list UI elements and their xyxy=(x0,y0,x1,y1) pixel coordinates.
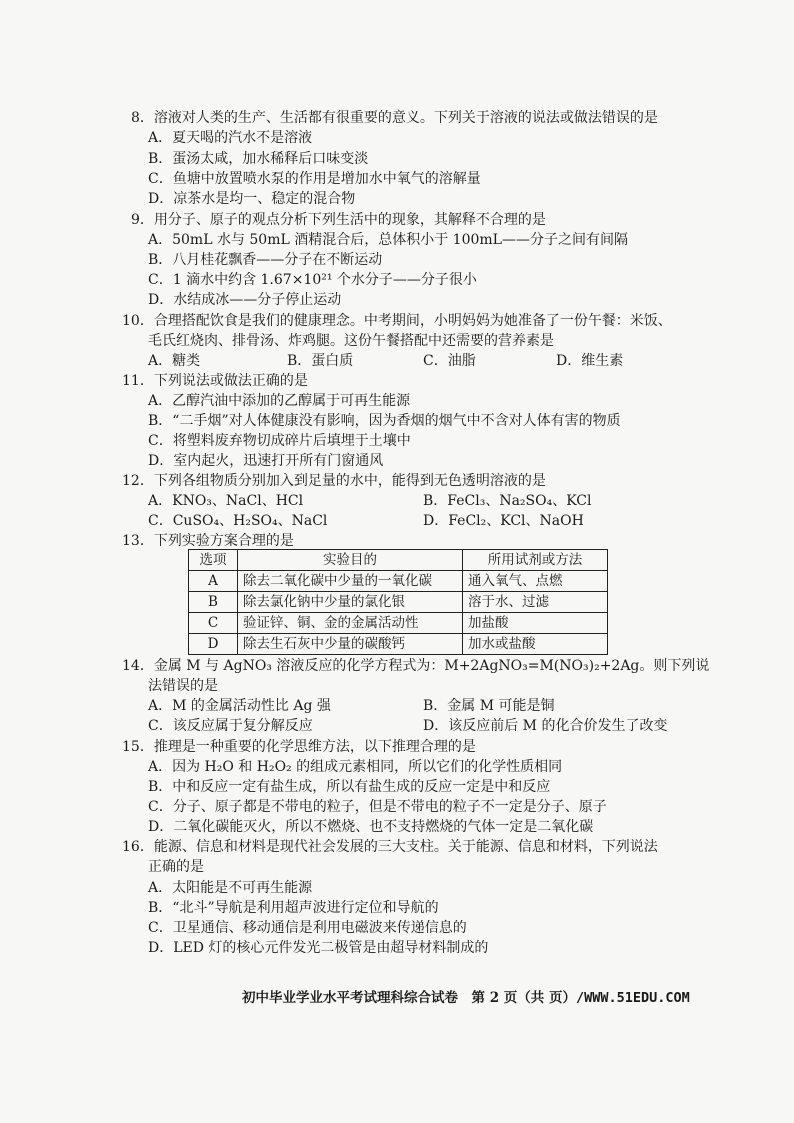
question-14-stem-cont: 法错误的是 xyxy=(148,678,218,694)
table-header-row xyxy=(189,550,608,571)
table-row xyxy=(189,613,608,634)
table-row xyxy=(189,571,608,592)
table-cell: C xyxy=(189,613,238,634)
question-16-option-c: C．卫星通信、移动通信是利用电磁波来传递信息的 xyxy=(148,920,467,936)
question-9-stem: 9．用分子、原子的观点分析下列生活中的现象，其解释不合理的是 xyxy=(131,212,546,228)
table-cell: 溶于水、过滤 xyxy=(463,592,608,613)
question-16-option-b: B．“北斗”导航是利用超声波进行定位和导航的 xyxy=(148,900,439,916)
question-12-option-a: A．KNO₃、NaCl、HCl xyxy=(148,493,304,509)
footer-text: 初中毕业学业水平考试理科综合试卷 第 2 页（共 页） xyxy=(242,990,576,1006)
question-9-option-d: D．水结成冰——分子停止运动 xyxy=(148,292,342,308)
table-cell: 除去氯化钠中少量的氯化银 xyxy=(238,592,463,613)
question-8-option-d: D．凉茶水是均一、稳定的混合物 xyxy=(148,191,356,207)
question-11-option-c: C．将塑料废弃物切成碎片后填埋于土壤中 xyxy=(148,433,411,449)
question-9-option-c: C．1 滴水中约含 1.67×10²¹ 个水分子——分子很小 xyxy=(148,272,477,288)
question-16-stem: 16．能源、信息和材料是现代社会发展的三大支柱。关于能源、信息和材料，下列说法 xyxy=(122,839,658,855)
question-11-option-b: B．“二手烟”对人体健康没有影响，因为香烟的烟气中不含对人体有害的物质 xyxy=(148,413,621,429)
question-15-option-d: D．二氧化碳能灭火，所以不燃烧、也不支持燃烧的气体一定是二氧化碳 xyxy=(148,819,594,835)
question-11-option-a: A．乙醇汽油中添加的乙醇属于可再生能源 xyxy=(148,393,411,409)
table-cell: 除去生石灰中少量的碳酸钙 xyxy=(238,634,463,655)
table-cell: B xyxy=(189,592,238,613)
table-cell: A xyxy=(189,571,238,592)
question-8-option-b: B．蛋汤太咸，加水稀释后口味变淡 xyxy=(148,151,369,167)
question-8-option-a: A．夏天喝的汽水不是溶液 xyxy=(148,130,313,146)
question-15-stem: 15．推理是一种重要的化学思维方法，以下推理合理的是 xyxy=(122,739,476,755)
question-15-option-c: C．分子、原子都是不带电的粒子，但是不带电的粒子不一定是分子、原子 xyxy=(148,799,607,815)
question-13-stem: 13．下列实验方案合理的是 xyxy=(122,533,294,549)
question-8-option-c: C．鱼塘中放置喷水泵的作用是增加水中氧气的溶解量 xyxy=(148,171,481,187)
question-15-option-a: A．因为 H₂O 和 H₂O₂ 的组成元素相同，所以它们的化学性质相同 xyxy=(148,759,563,775)
question-14-stem: 14．金属 M 与 AgNO₃ 溶液反应的化学方程式为：M+2AgNO₃=M(NO₃)₂+2Ag。则下列说 xyxy=(122,658,710,674)
question-14-option-b: B．金属 M 可能是铜 xyxy=(423,698,555,714)
table-header: 实验目的 xyxy=(238,550,463,571)
question-12-option-c: C．CuSO₄、H₂SO₄、NaCl xyxy=(148,513,328,529)
question-11-stem: 11．下列说法或做法正确的是 xyxy=(122,373,308,389)
experiment-table xyxy=(188,549,608,655)
footer-url: /WWW.51EDU.COM xyxy=(576,990,690,1006)
question-14-option-c: C．该反应属于复分解反应 xyxy=(148,718,313,734)
question-16-option-a: A．太阳能是不可再生能源 xyxy=(148,880,313,896)
question-10-stem: 10．合理搭配饮食是我们的健康理念。中考期间，小明妈妈为她准备了一份午餐：米饭、 xyxy=(122,313,672,329)
question-10-option-b: B．蛋白质 xyxy=(287,353,354,369)
question-12-option-b: B．FeCl₃、Na₂SO₄、KCl xyxy=(423,493,592,509)
table-cell: 加盐酸 xyxy=(463,613,608,634)
question-15-option-b: B．中和反应一定有盐生成，所以有盐生成的反应一定是中和反应 xyxy=(148,779,551,795)
table-cell: 除去二氧化碳中少量的一氧化碳 xyxy=(238,571,463,592)
question-16-stem-cont: 正确的是 xyxy=(148,859,204,875)
table-row xyxy=(189,634,608,655)
table-row xyxy=(189,592,608,613)
question-10-stem-cont: 毛氏红烧肉、排骨汤、炸鸡腿。这份午餐搭配中还需要的营养素是 xyxy=(148,333,554,349)
table-cell: 验证锌、铜、金的金属活动性 xyxy=(238,613,463,634)
question-11-option-d: D．室内起火，迅速打开所有门窗通风 xyxy=(148,453,384,469)
table-cell: 通入氧气、点燃 xyxy=(463,571,608,592)
question-10-option-d: D．维生素 xyxy=(556,353,624,369)
page-footer xyxy=(242,986,690,1006)
table-cell: 加水或盐酸 xyxy=(463,634,608,655)
table-cell: D xyxy=(189,634,238,655)
question-16-option-d: D．LED 灯的核心元件发光二极管是由超导材料制成的 xyxy=(148,940,489,956)
question-12-stem: 12．下列各组物质分别加入到足量的水中，能得到无色透明溶液的是 xyxy=(122,473,546,489)
question-9-option-a: A．50mL 水与 50mL 酒精混合后，总体积小于 100mL——分子之间有间隔 xyxy=(148,232,628,248)
question-14-option-d: D．该反应前后 M 的化合价发生了改变 xyxy=(423,718,668,734)
question-10-option-a: A．糖类 xyxy=(148,353,201,369)
question-10-option-c: C．油脂 xyxy=(423,353,476,369)
table-header: 所用试剂或方法 xyxy=(463,550,608,571)
table-header: 选项 xyxy=(189,550,238,571)
question-14-option-a: A．M 的金属活动性比 Ag 强 xyxy=(148,698,331,714)
question-12-option-d: D．FeCl₂、KCl、NaOH xyxy=(423,513,584,529)
question-9-option-b: B．八月桂花飘香——分子在不断运动 xyxy=(148,252,383,268)
question-8-stem: 8．溶液对人类的生产、生活都有很重要的意义。下列关于溶液的说法或做法错误的是 xyxy=(131,110,658,126)
